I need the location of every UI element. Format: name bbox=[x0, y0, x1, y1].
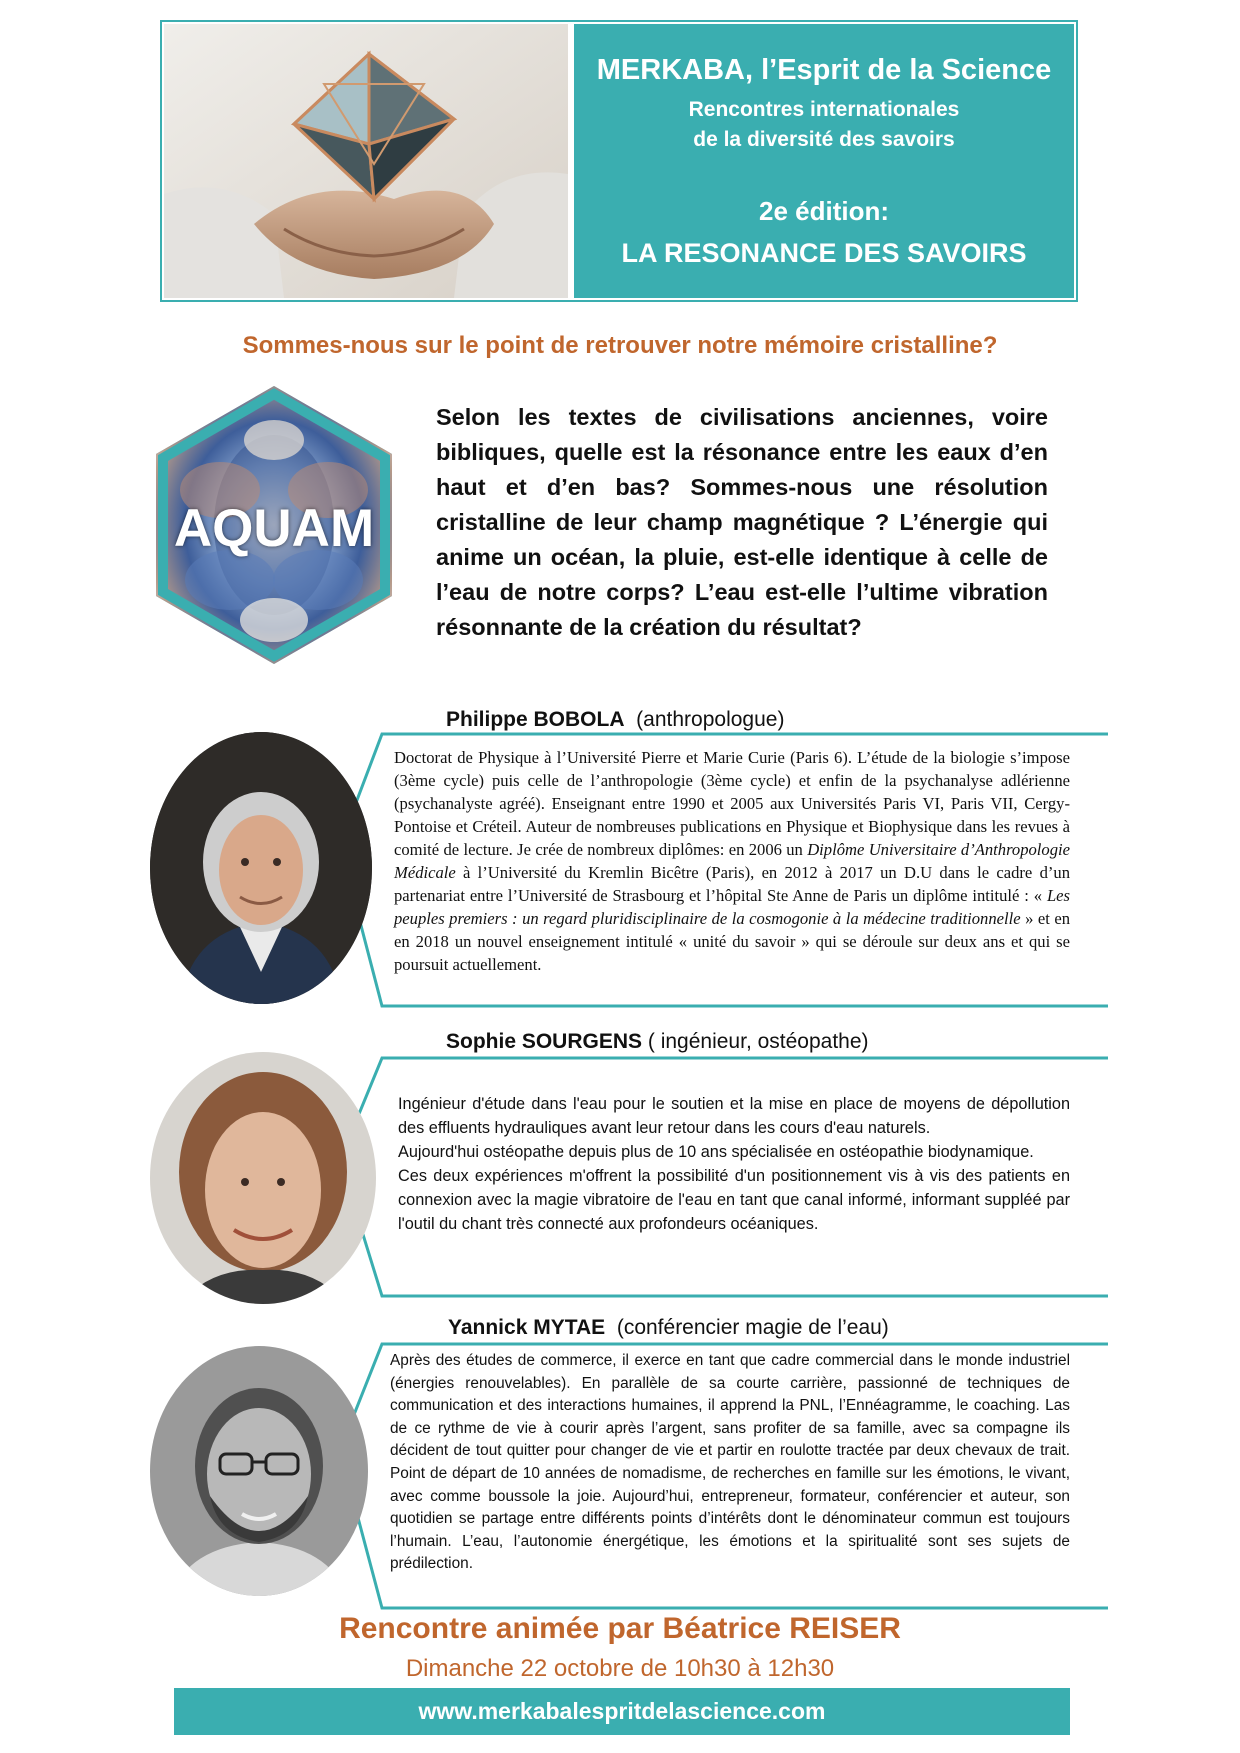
speaker-2-portrait bbox=[150, 1052, 376, 1304]
speaker-1-bio-text-2: à l’Université du Kremlin Bicêtre (Paris), en 2012 à 2017 un D.U dans le cadre d’un partenariat entre l’Université de Strasbourg et l’hôpital Ste Anne de Paris un diplôme intitulé : « bbox=[394, 863, 1070, 905]
edition-theme: LA RESONANCE DES SAVOIRS bbox=[621, 238, 1027, 268]
speaker-1-heading bbox=[446, 708, 784, 732]
speaker-1-bio-italic-2: Les peuples premiers : un regard pluridisciplinaire de la cosmogonie à la médecine traditionnelle bbox=[394, 886, 1070, 928]
speaker-1-bio-italic-1: Diplôme Universitaire d’Anthropologie Médicale bbox=[394, 840, 1070, 882]
headline-question: Sommes-nous sur le point de retrouver notre mémoire cristalline? bbox=[242, 332, 998, 359]
event-title: MERKABA, l’Esprit de la Science bbox=[596, 54, 1052, 86]
merkaba-hands-photo bbox=[164, 24, 568, 298]
speaker-3-portrait bbox=[150, 1346, 368, 1596]
header-banner bbox=[160, 20, 1078, 302]
event-subtitle-line2: de la diversité des savoirs bbox=[693, 128, 955, 151]
speaker-2-role: ( ingénieur, ostéopathe) bbox=[647, 1030, 869, 1053]
moderator-line: Rencontre animée par Béatrice REISER bbox=[339, 1612, 901, 1645]
intro-paragraph: Selon les textes de civilisations anciennes, voire bibliques, quelle est la résonance entre les eaux d’en haut et d’en bas? Sommes-nous une résolution cristalline de leur champ magnétique ? L’énergie qui anime un océan, la pluie, est-elle identique à celle de l’eau de notre corps? L’eau est-elle l’ultime vibration résonnante de la création du résultat? bbox=[436, 404, 1048, 640]
speaker-2-bio-paragraph-1: Ingénieur d'étude dans l'eau pour le soutien et la mise en place de moyens de dépollution des effluents hydrauliques avant leur retour dans les cours d'eau naturels. bbox=[398, 1095, 1070, 1137]
speaker-3-heading bbox=[448, 1316, 889, 1340]
speaker-1-bio-text-3: » et en en 2018 un nouvel enseignement intitulé « unité du savoir » qui se déroule sur deux ans et qui se poursuit actuellement. bbox=[394, 909, 1071, 974]
speaker-2-bio bbox=[398, 1092, 1070, 1236]
edition-label: 2e édition: bbox=[758, 196, 889, 226]
speaker-1-role: (anthropologue) bbox=[636, 708, 785, 731]
aquam-label: AQUAM bbox=[173, 499, 375, 558]
speaker-1-name: Philippe BOBOLA bbox=[446, 708, 625, 731]
speaker-2-bio-paragraph-2: Aujourd'hui ostéopathe depuis plus de 10 ans spécialisée en ostéopathie biodynamique. bbox=[398, 1143, 1034, 1161]
header-title-panel bbox=[574, 24, 1074, 298]
website-link[interactable]: www.merkabalespritdelascience.com bbox=[174, 1688, 1070, 1735]
speaker-3-name: Yannick MYTAE bbox=[448, 1316, 606, 1339]
speaker-3-role: (conférencier magie de l’eau) bbox=[616, 1316, 889, 1339]
speaker-2-bio-paragraph-3: Ces deux expériences m'offrent la possibilité d'un positionnement vis à vis des patients en connexion avec la magie vibratoire de l'eau en tant que canal informé, informant suppléé par l'outil du chant très connecté aux profondeurs océaniques. bbox=[398, 1167, 1070, 1233]
speaker-3-bio: Après des études de commerce, il exerce en tant que cadre commercial dans le monde industriel (énergies renouvelables). En parallèle de sa courte carrière, passionné de techniques de communication et des interactions humaines, il apprend la PNL, l’Ennéagramme, le coaching. Las de ce rythme de vie à courir après l’argent, sans profiter de sa famille, avec sa compagne ils décident de tout quitter pour changer de vie et partir en roulotte tractée par deux chevaux de trait. Point de départ de 10 années de nomadisme, de recherches en famille sur les émotions, le vivant, avec comme boussole la joie. Aujourd’hui, entrepreneur, formateur, conférencier et auteur, son quotidien se partage entre différents points d’intérêts dont le dénominateur commun est toujours l’humain. L’eau, l’autonomie énergétique, les émotions et la spiritualité sont ses sujets de prédilection. bbox=[390, 1352, 1070, 1573]
speaker-1-bio bbox=[394, 746, 1070, 976]
event-date: Dimanche 22 octobre de 10h30 à 12h30 bbox=[405, 1655, 835, 1682]
event-subtitle-line1: Rencontres internationales bbox=[688, 98, 960, 121]
speaker-2-name: Sophie SOURGENS bbox=[446, 1030, 643, 1053]
speaker-1-portrait bbox=[150, 732, 372, 1004]
speaker-2-heading bbox=[446, 1030, 869, 1054]
speaker-1-bio-text-1: Doctorat de Physique à l’Université Pierre et Marie Curie (Paris 6). L’étude de la biologie s’impose (3ème cycle) puis celle de l’anthropologie (3ème cycle) et enfin de la psychanalyse adlérienne (psychanalyste agréé). Enseignant entre 1990 et 2005 aux Universités Paris VI, Paris VII, Cergy- Pontoise et Créteil. Auteur de nombreuses publications en Physique et Biophysique dans les revues à comité de lecture. Je crée de nombreux diplômes: en 2006 un bbox=[394, 748, 1070, 859]
aquam-hexagon bbox=[150, 380, 398, 670]
